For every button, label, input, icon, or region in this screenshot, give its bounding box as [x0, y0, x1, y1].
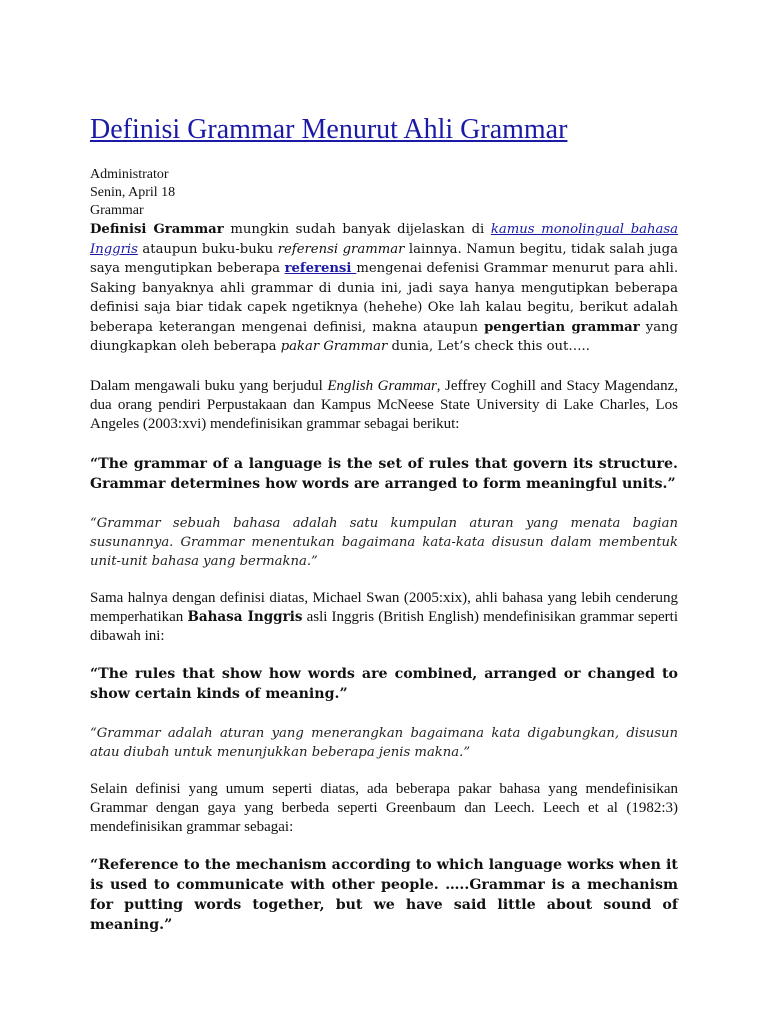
intro-text-3: lainnya. Namun begitu, tidak salah juga saya mengutipkan beberapa — [90, 241, 678, 276]
intro-text-5: yang diungkapkan oleh beberapa — [90, 319, 678, 354]
intro-text-1: mungkin sudah banyak dijelaskan di — [223, 222, 491, 237]
p2-text-2: , Jeffrey Coghill and Stacy Magendanz, dua orang pendiri Perpustakaan dan Kampus McNeese State University di Lake Charles, Los Angeles (2003:xvi) mendefinisikan grammar sebagai berikut: — [90, 377, 678, 432]
quote-1-indonesian: “Grammar sebuah bahasa adalah satu kumpulan aturan yang menata bagian susunannya. Grammar menentukan bagaimana kata-kata disusun dalam membentuk unit-unit bahasa yang bermakna.” — [90, 515, 678, 569]
category: Grammar — [90, 203, 144, 218]
page-title — [90, 110, 678, 150]
intro-em-referensi-grammar: referensi grammar — [277, 241, 405, 257]
intro-em-pakar-grammar: pakar Grammar — [280, 339, 388, 354]
title-link[interactable]: Definisi Grammar Menurut Ahli Grammar — [90, 114, 568, 145]
paragraph-swan — [90, 589, 678, 646]
link-referensi[interactable]: referensi — [284, 261, 357, 276]
quote-2-english: “The rules that show how words are combined, arranged or changed to show certain kinds of meaning.” — [90, 665, 678, 702]
intro-text-2: ataupun buku-buku — [137, 241, 278, 257]
p3-strong-bahasa-inggris: Bahasa Inggris — [187, 608, 303, 625]
link-kamus-monolingual[interactable]: kamus monolingual bahasa Inggris — [90, 222, 678, 257]
p2-em-english-grammar: English Grammar — [327, 377, 437, 394]
intro-strong-pengertian-grammar: pengertian grammar — [484, 319, 640, 335]
intro-text-4: mengenai defenisi Grammar menurut para ahli. Saking banyaknya ahli grammar di dunia ini, jadi saya hanya mengutipkan beberapa definisi saja biar tidak capek ngetiknya (hehehe) Oke lah kalau begitu, berikut adalah beberapa keterangan mengenai definisi, makna ataupun — [90, 261, 679, 335]
quote-2-indonesian: “Grammar adalah aturan yang menerangkan bagaimana kata digabungkan, disusun atau diubah untuk menunjukkan beberapa jenis makna.” — [90, 725, 678, 760]
p3-text-1: Sama halnya dengan definisi diatas, Michael Swan (2005:xix), ahli bahasa yang lebih cenderung memperhatikan — [90, 589, 678, 625]
quote-1-english: “The grammar of a language is the set of rules that govern its structure. Grammar determines how words are arranged to form meaningful units.” — [90, 455, 678, 492]
paragraph-coghill — [90, 377, 678, 434]
article — [90, 110, 678, 935]
paragraph-leech: Selain definisi yang umum seperti diatas, ada beberapa pakar bahasa yang mendefinisikan Grammar dengan gaya yang berbeda seperti Greenbaum dan Leech. Leech et al (1982:3) mendefinisikan grammar sebagai: — [90, 780, 678, 835]
intro-paragraph — [90, 220, 678, 357]
article-meta — [90, 166, 678, 220]
intro-text-6: dunia, Let’s check this out….. — [387, 339, 590, 354]
term-definisi-grammar: Definisi Grammar — [90, 222, 224, 237]
p3-text-2: asli Inggris (British English) mendefinisikan grammar seperti dibawah ini: — [90, 608, 679, 644]
date: Senin, April 18 — [90, 185, 176, 200]
p2-text-1: Dalam mengawali buku yang berjudul — [90, 377, 328, 394]
author: Administrator — [90, 167, 169, 182]
quote-3-english: “Reference to the mechanism according to which language works when it is used to communicate with other people. …..Grammar is a mechanism for putting words together, but we have said little about sound of meaning.” — [90, 856, 678, 933]
